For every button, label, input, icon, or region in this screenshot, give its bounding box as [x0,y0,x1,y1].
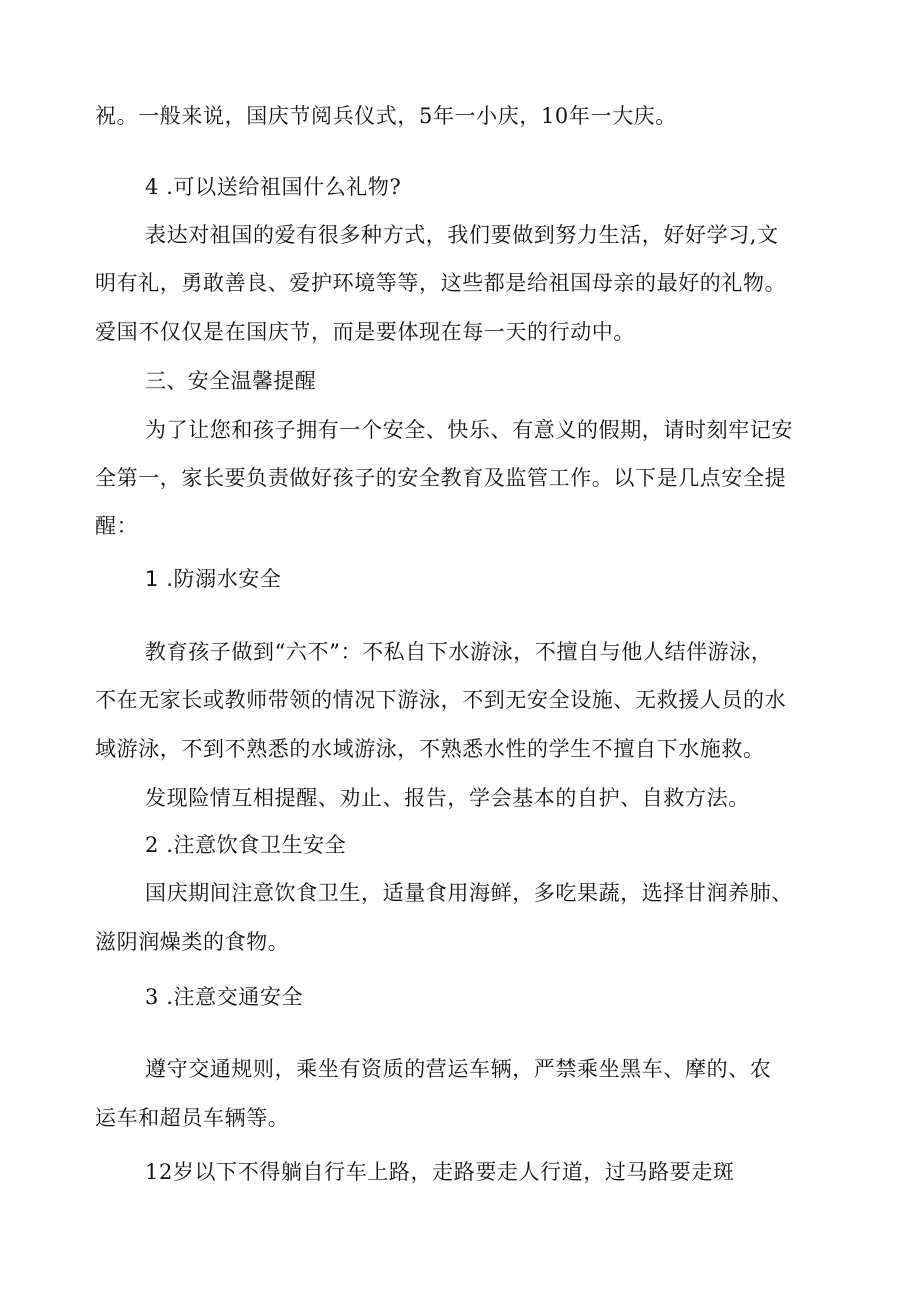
item-1-heading: 1 .防溺水安全 [145,567,282,591]
text-line-16: 国庆期间注意饮食卫生，适量食用海鲜，多吃果蔬，选择甘润养肺、 [145,881,793,905]
text-line-4: 明有礼，勇敢善良、爱护环境等等，这些都是给祖国母亲的最好的礼物。 [95,271,787,295]
text-line-3: 表达对祖国的爱有很多种方式，我们要做到努力生活，好好学习,文 [145,223,779,247]
text-line-13: 域游泳，不到不熟悉的水域游泳，不熟悉水性的学生不擅自下水施救。 [95,737,765,761]
text-line-14: 发现险情互相提醒、劝止、报告，学会基本的自护、自救方法。 [145,786,750,810]
section-3-heading: 三、安全温馨提醒 [145,369,317,393]
text-line-5: 爱国不仅仅是在国庆节，而是要体现在每一天的行动中。 [95,320,635,344]
text-line-9: 醒： [95,514,139,538]
text-line-19: 遵守交通规则，乘坐有资质的营运车辆，严禁乘坐黑车、摩的、农 [145,1057,772,1081]
item-3-heading: 3 .注意交通安全 [145,985,304,1009]
text-line-8: 全第一，家长要负责做好孩子的安全教育及监管工作。以下是几点安全提 [95,466,787,490]
item-2-heading: 2 .注意饮食卫生安全 [145,833,347,857]
text-line-21: 12岁以下不得躺自行车上路，走路要走人行道，过马路要走斑 [145,1160,735,1184]
text-line-17: 滋阴润燥类的食物。 [95,930,290,954]
text-line-11: 教育孩子做到“六不”：不私自下水游泳，不擅自与他人结伴游泳， [145,640,773,664]
question-4-heading: 4 .可以送给祖国什么礼物? [145,175,402,199]
text-line-7: 为了让您和孩子拥有一个安全、快乐、有意义的假期，请时刻牢记安 [145,418,793,442]
text-line-12: 不在无家长或教师带领的情况下游泳，不到无安全设施、无救援人员的水 [95,688,787,712]
text-line-20: 运车和超员车辆等。 [95,1106,290,1130]
text-line-1: 祝。一般来说，国庆节阅兵仪式，5年一小庆，10年一大庆。 [95,104,677,128]
